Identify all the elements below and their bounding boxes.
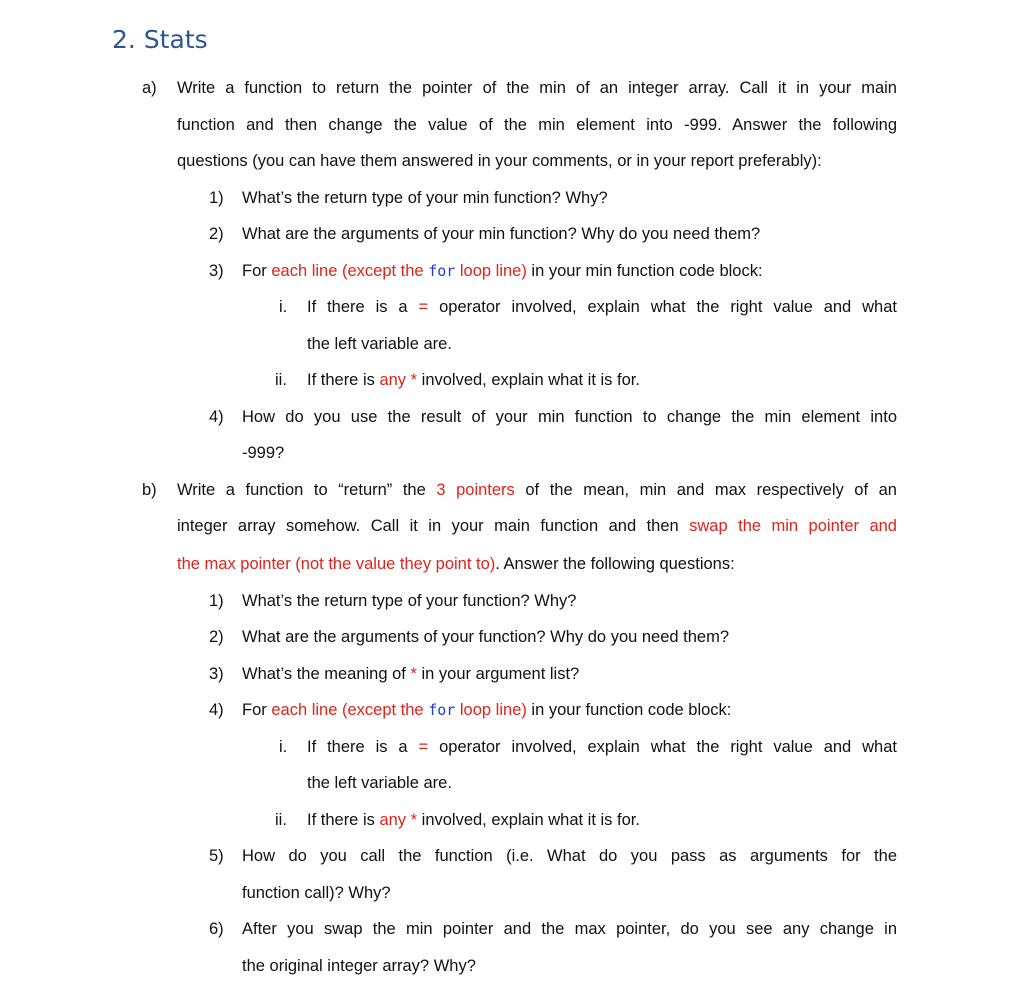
b-q4-i-line-2: the left variable are.	[307, 774, 452, 792]
b-q4-pre: For	[242, 701, 272, 719]
b-q3-pre: What’s the meaning of	[242, 665, 411, 683]
a-q3-number: 3)	[209, 262, 224, 280]
part-a-line-3: questions (you can have them answered in your comments, or in your report preferably):	[177, 152, 822, 170]
part-b-label: b)	[142, 481, 157, 499]
part-b-line-1	[177, 479, 897, 501]
a-q3-ii-post: involved, explain what it is for.	[417, 371, 640, 389]
b-q3-post: in your argument list?	[416, 665, 580, 683]
b-q4-ii-pre: If there is	[307, 811, 380, 829]
a-q3-i-pre: If there is a	[307, 298, 419, 316]
b-q3-text	[242, 663, 579, 685]
b-q6-number: 6)	[209, 920, 224, 938]
part-a-line-2: function and then change the value of the min element into -999. Answer the following	[177, 116, 897, 134]
a-q1-number: 1)	[209, 189, 224, 207]
b-q6-line-1: After you swap the min pointer and the max pointer, do you see any change in	[242, 920, 897, 938]
b-line-2-pre: integer array somehow. Call it in your main function and then	[177, 517, 690, 535]
b-q5-line-1: How do you call the function (i.e. What do you pass as arguments for the	[242, 847, 897, 865]
b-q4-i-pre: If there is a	[307, 738, 419, 756]
b-q4-ii-red: any *	[379, 811, 418, 829]
b-q4-post: in your function code block:	[526, 701, 732, 719]
a-q4-line-2: -999?	[242, 444, 285, 462]
a-q3-i-line-1	[307, 296, 897, 318]
b-q1-text: What’s the return type of your function? Why?	[242, 592, 577, 610]
b-q3-number: 3)	[209, 665, 224, 683]
a-q2-number: 2)	[209, 225, 224, 243]
a-q3-code-for: for	[428, 262, 456, 280]
b-q2-text: What are the arguments of your function? Why do you need them?	[242, 628, 730, 646]
b-q4-i-post: operator involved, explain what the right value and what	[428, 738, 897, 756]
a-q1-text: What’s the return type of your min function? Why?	[242, 189, 608, 207]
section-heading: 2. Stats	[112, 25, 208, 54]
a-q4-number: 4)	[209, 408, 224, 426]
b-q4-code-for: for	[428, 701, 456, 719]
a-q3-i-post: operator involved, explain what the right value and what	[428, 298, 897, 316]
b-q4-red-1: each line (except the	[271, 701, 429, 719]
b-q3-red: *	[410, 665, 417, 683]
part-a-line-1: Write a function to return the pointer of the min of an integer array. Call it in your main	[177, 79, 897, 97]
a-q2-text: What are the arguments of your min function? Why do you need them?	[242, 225, 761, 243]
a-q3-red-1: each line (except the	[271, 262, 429, 280]
a-q3-pre: For	[242, 262, 272, 280]
b-q4-i-number: i.	[279, 738, 288, 756]
a-q3-i-number: i.	[279, 298, 288, 316]
part-a-label: a)	[142, 79, 157, 97]
a-q3-ii-number: ii.	[275, 371, 287, 389]
b-q4-ii-text	[307, 809, 640, 831]
b-q4-i-line-1	[307, 736, 897, 758]
a-q3-ii-text	[307, 369, 640, 391]
b-q5-number: 5)	[209, 847, 224, 865]
b-q4-i-operator: =	[418, 738, 429, 756]
part-b-line-3	[177, 553, 735, 575]
a-q3-i-line-2: the left variable are.	[307, 335, 452, 353]
a-q3-i-operator: =	[418, 298, 429, 316]
b-q4-number: 4)	[209, 701, 224, 719]
a-q3-post: in your min function code block:	[526, 262, 763, 280]
b-q4-ii-post: involved, explain what it is for.	[417, 811, 640, 829]
a-q3-ii-pre: If there is	[307, 371, 380, 389]
a-q3-text	[242, 260, 763, 282]
b-q5-line-2: function call)? Why?	[242, 884, 391, 902]
b-q4-ii-number: ii.	[275, 811, 287, 829]
b-q2-number: 2)	[209, 628, 224, 646]
b-q4-text	[242, 699, 731, 721]
b-line-1-red: 3 pointers	[436, 481, 515, 499]
b-line-1-pre: Write a function to “return” the	[177, 481, 437, 499]
part-b-line-2	[177, 515, 897, 537]
b-line-3-post: . Answer the following questions:	[495, 555, 735, 573]
b-q1-number: 1)	[209, 592, 224, 610]
a-q4-line-1: How do you use the result of your min function to change the min element into	[242, 408, 897, 426]
b-line-3-red: the max pointer (not the value they point to)	[177, 555, 496, 573]
a-q3-ii-red: any *	[379, 371, 418, 389]
b-q6-line-2: the original integer array? Why?	[242, 957, 476, 975]
b-line-2-red: swap the min pointer and	[689, 517, 897, 535]
b-q4-red-2: loop line)	[455, 701, 527, 719]
b-line-1-post: of the mean, min and max respectively of an	[514, 481, 897, 499]
a-q3-red-2: loop line)	[455, 262, 527, 280]
